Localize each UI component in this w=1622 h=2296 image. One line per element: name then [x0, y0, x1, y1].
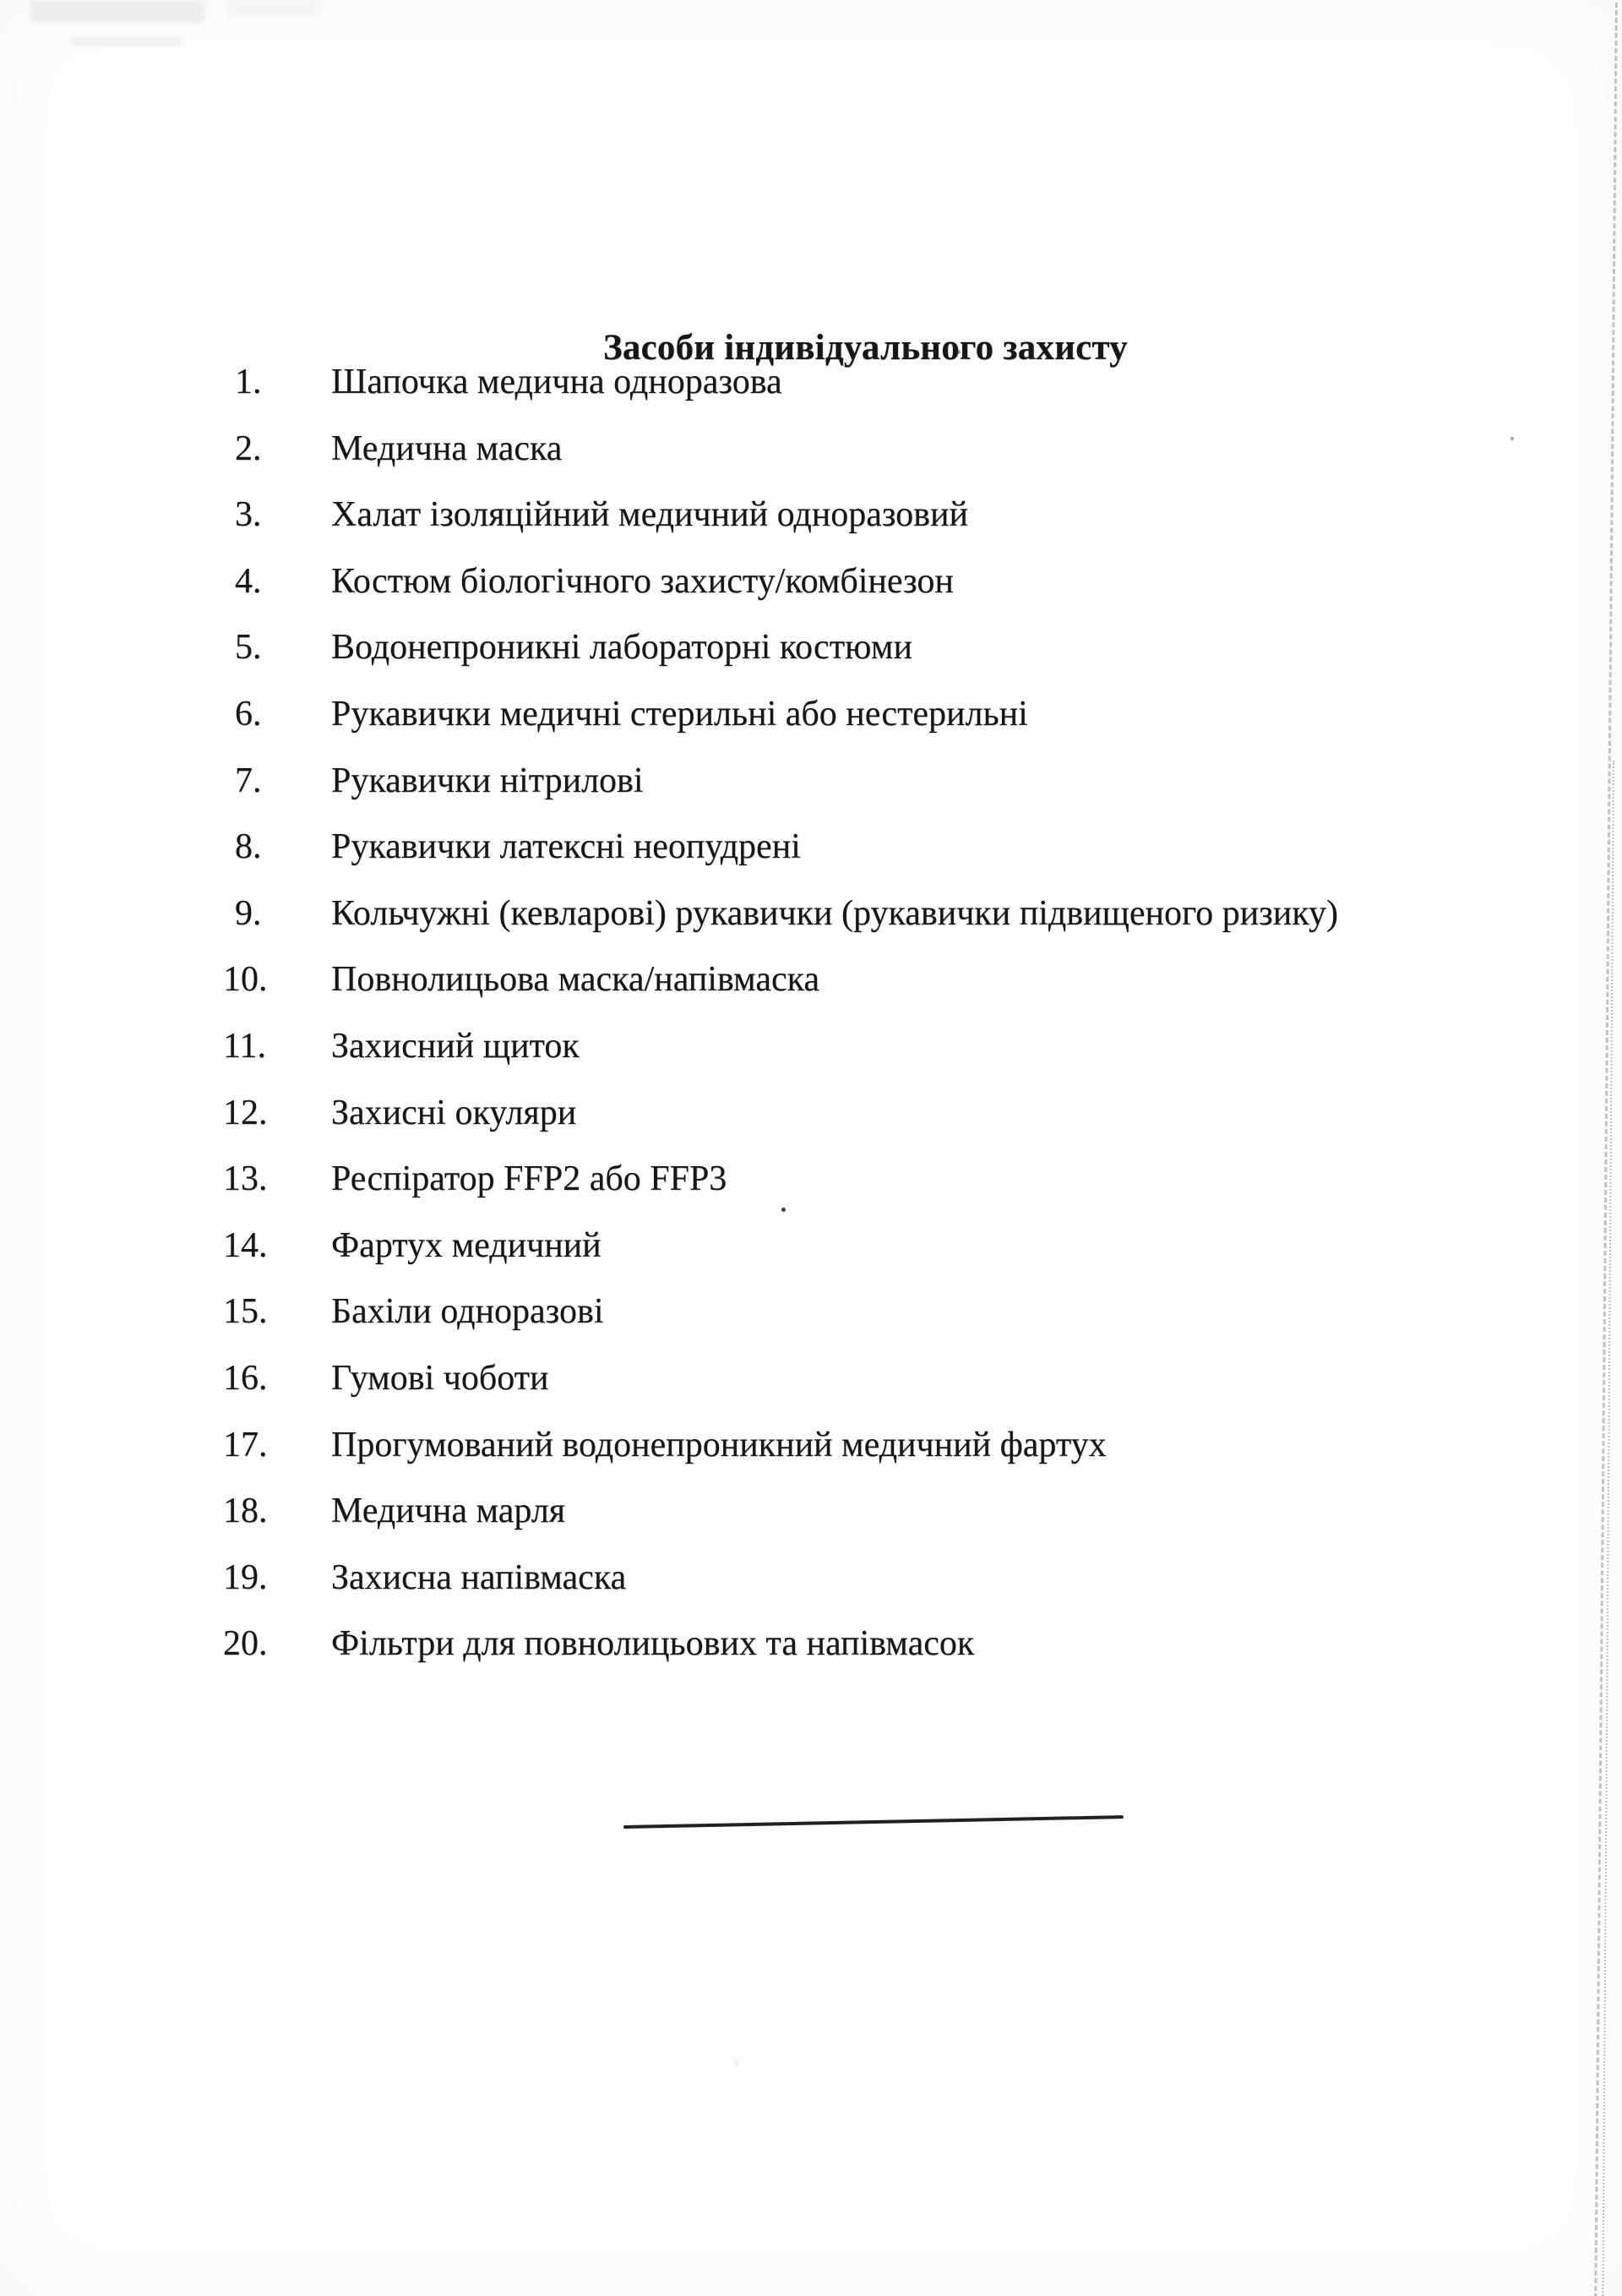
- list-item: [223, 893, 1541, 946]
- signature-rule: [623, 1815, 1124, 1829]
- list-item: [223, 1623, 1541, 1676]
- list-item-number: 8.: [235, 827, 262, 866]
- list-item: [223, 1026, 1541, 1078]
- list-item-number: 11.: [223, 1027, 266, 1066]
- list-item-number: 19.: [223, 1558, 268, 1597]
- list-item-text: Медична маска: [331, 429, 563, 468]
- list-item: [223, 1093, 1541, 1145]
- list-item-number: 10.: [223, 960, 268, 999]
- list-item-text: Повнолицьова маска/напівмаска: [331, 960, 820, 999]
- list-item: [223, 627, 1541, 679]
- list-item-text: Рукавички нітрилові: [331, 761, 644, 800]
- list-item: [223, 1159, 1541, 1211]
- list-item-number: 18.: [223, 1492, 268, 1530]
- list-item-number: 9.: [235, 894, 262, 933]
- list-item: [223, 1425, 1541, 1477]
- list-item-text: Кольчужні (кевларові) рукавички (рукавички підвищеного ризику): [331, 894, 1338, 933]
- list-item-number: 13.: [223, 1159, 268, 1198]
- list-item-text: Захисний щиток: [331, 1027, 580, 1066]
- list-item-number: 7.: [235, 761, 262, 800]
- list-item: [223, 959, 1541, 1012]
- list-item: [223, 1557, 1541, 1610]
- list-item: [223, 826, 1541, 879]
- list-item-number: 2.: [235, 429, 262, 468]
- scan-smudge-top-left-3: [226, 2, 319, 15]
- list-item-text: Прогумований водонепроникний медичний фартух: [331, 1426, 1107, 1464]
- list-item-text: Фільтри для повнолицьових та напівмасок: [331, 1624, 975, 1663]
- list-item: [223, 1358, 1541, 1410]
- list-item-number: 14.: [223, 1226, 268, 1265]
- list-item: [223, 561, 1541, 614]
- scan-smudge-top-left-2: [71, 37, 182, 46]
- list-item-text: Костюм біологічного захисту/комбінезон: [331, 562, 954, 601]
- list-item-text: Бахіли одноразові: [331, 1292, 604, 1331]
- list-item-number: 12.: [223, 1093, 268, 1132]
- list-item-number: 16.: [223, 1359, 268, 1398]
- list-item-text: Респіратор FFP2 або FFP3: [331, 1159, 727, 1198]
- list-item-text: Шапочка медична одноразова: [331, 363, 782, 401]
- scan-smudge-top-left: [30, 0, 204, 22]
- scan-speck-bottom-area: [735, 2059, 738, 2067]
- list-item-number: 20.: [223, 1624, 268, 1663]
- list-item-number: 17.: [223, 1426, 268, 1464]
- list-item: [223, 694, 1541, 746]
- list-item-text: Фартух медичний: [331, 1226, 601, 1265]
- list-item-number: 3.: [235, 495, 262, 534]
- list-item-number: 6.: [235, 695, 262, 734]
- list-item-text: Халат ізоляційний медичний одноразовий: [331, 495, 968, 534]
- list-item: [223, 761, 1541, 813]
- list-item: [223, 1491, 1541, 1543]
- list-item-number: 5.: [235, 628, 262, 667]
- list-item-text: Рукавички медичні стерильні або нестерильні: [331, 695, 1028, 734]
- list-item: [223, 1291, 1541, 1344]
- list-item-text: Рукавички латексні неопудрені: [331, 827, 801, 866]
- list-item: [223, 428, 1541, 481]
- list-item: [223, 362, 1541, 414]
- list-item-text: Медична марля: [331, 1492, 566, 1530]
- list-item-text: Гумові чоботи: [331, 1359, 549, 1398]
- list-item: [223, 1225, 1541, 1278]
- list-item-text: Водонепроникні лабораторні костюми: [331, 628, 912, 667]
- list-item-text: Захисні окуляри: [331, 1093, 577, 1132]
- page-title: Засоби індивідуального захисту: [603, 327, 1128, 368]
- list-item-text: Захисна напівмаска: [331, 1558, 627, 1597]
- list-item: [223, 494, 1541, 547]
- list-item-number: 15.: [223, 1292, 268, 1331]
- list-item-number: 1.: [235, 363, 262, 401]
- list-item-number: 4.: [235, 562, 262, 601]
